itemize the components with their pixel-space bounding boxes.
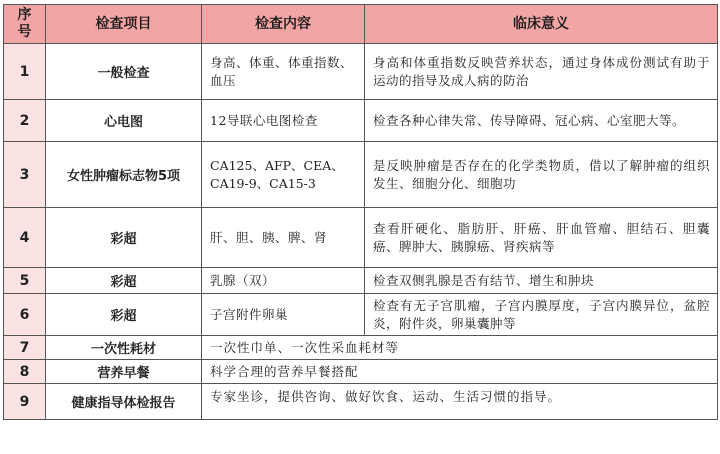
table-row (4, 208, 718, 268)
row-item: 彩超 (46, 268, 202, 294)
table-row (4, 142, 718, 208)
row-significance: 是反映肿瘤是否存在的化学类物质，借以了解肿瘤的组织发生、细胞分化、细胞功 (365, 142, 718, 208)
header-content: 检查内容 (202, 5, 365, 44)
table-row (4, 100, 718, 142)
health-exam-table (3, 4, 718, 420)
table-row (4, 44, 718, 100)
row-number: 7 (4, 336, 46, 360)
header-seq: 序号 (4, 5, 46, 44)
row-content: 乳腺（双） (202, 268, 365, 294)
row-item: 一般检查 (46, 44, 202, 100)
row-number: 5 (4, 268, 46, 294)
row-content: 身高、体重、体重指数、血压 (202, 44, 365, 100)
row-significance: 检查有无子宫肌瘤，子宫内膜厚度，子宫内膜异位，盆腔炎，附件炎，卵巢囊肿等 (365, 294, 718, 336)
row-significance: 身高和体重指数反映营养状态，通过身体成份测试有助于运动的指导及成人病的防治 (365, 44, 718, 100)
row-item: 彩超 (46, 294, 202, 336)
header-item: 检查项目 (46, 5, 202, 44)
row-significance: 查看肝硬化、脂肪肝、肝癌、肝血管瘤、胆结石、胆囊癌、脾肿大、胰腺癌、肾疾病等 (365, 208, 718, 268)
row-significance: 检查各种心律失常、传导障碍、冠心病、心室肥大等。 (365, 100, 718, 142)
table-row (4, 384, 718, 420)
row-item: 一次性耗材 (46, 336, 202, 360)
row-number: 9 (4, 384, 46, 420)
row-item: 心电图 (46, 100, 202, 142)
row-content: CA125、AFP、CEA、CA19-9、CA15-3 (202, 142, 365, 208)
row-item: 女性肿瘤标志物5项 (46, 142, 202, 208)
table-row (4, 268, 718, 294)
row-item: 营养早餐 (46, 360, 202, 384)
exam-table-container (3, 4, 717, 420)
table-row (4, 294, 718, 336)
row-item: 彩超 (46, 208, 202, 268)
header-significance: 临床意义 (365, 5, 718, 44)
row-number: 8 (4, 360, 46, 384)
row-significance: 检查双侧乳腺是否有结节、增生和肿块 (365, 268, 718, 294)
row-merged-description: 科学合理的营养早餐搭配 (202, 360, 718, 384)
table-row (4, 360, 718, 384)
row-number: 2 (4, 100, 46, 142)
row-number: 1 (4, 44, 46, 100)
row-item: 健康指导体检报告 (46, 384, 202, 420)
table-header-row (4, 5, 718, 44)
table-row (4, 336, 718, 360)
row-number: 4 (4, 208, 46, 268)
row-merged-description: 一次性巾单、一次性采血耗材等 (202, 336, 718, 360)
row-number: 6 (4, 294, 46, 336)
row-number: 3 (4, 142, 46, 208)
row-content: 子宫附件卵巢 (202, 294, 365, 336)
row-content: 肝、胆、胰、脾、肾 (202, 208, 365, 268)
row-merged-description: 专家坐诊，提供咨询、做好饮食、运动、生活习惯的指导。 (202, 384, 718, 420)
row-content: 12导联心电图检查 (202, 100, 365, 142)
